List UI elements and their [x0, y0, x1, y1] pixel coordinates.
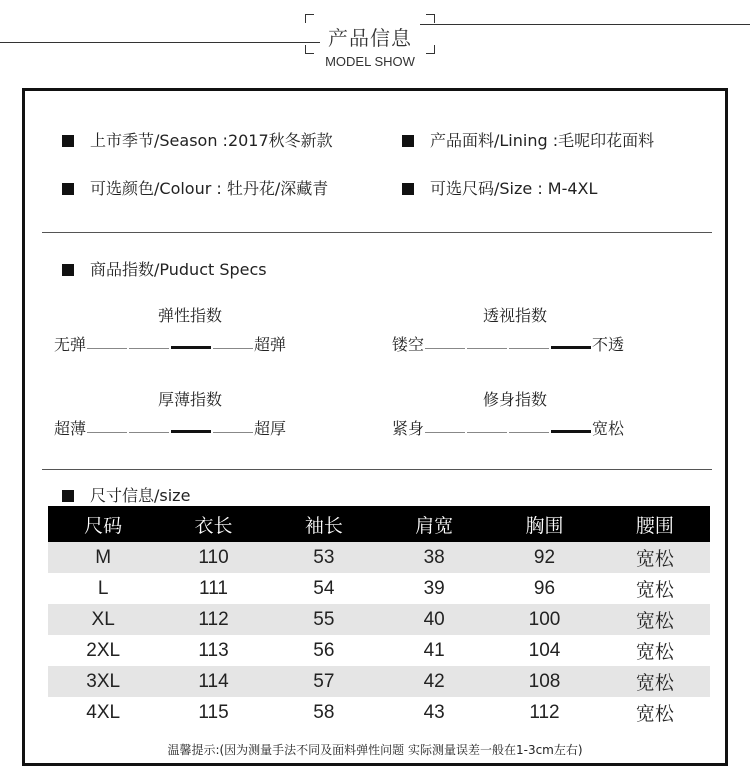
scale-right-label: 宽松: [592, 419, 625, 438]
scale-segment: [467, 432, 507, 433]
scale-segment: [213, 348, 253, 349]
scale-marker: [551, 430, 591, 433]
info-colour: 可选颜色/Colour : 牡丹花/深藏青: [62, 176, 328, 199]
table-cell: 38: [379, 542, 489, 573]
scale-segment: [87, 348, 127, 349]
table-cell: 2XL: [86, 639, 121, 661]
col-header: 胸围: [489, 506, 599, 542]
scale-marker: [171, 346, 211, 349]
scale-segment: [509, 432, 549, 433]
table-cell: 112: [529, 701, 560, 723]
scale-segment: [129, 432, 169, 433]
table-cell: 宽松: [635, 580, 674, 601]
table-cell: 宽松: [600, 542, 710, 573]
table-cell: 110: [158, 542, 268, 573]
table-cell: 宽松: [635, 642, 674, 663]
table-cell: 41: [423, 639, 445, 661]
table-row: [48, 542, 710, 573]
divider: [42, 232, 712, 233]
table-cell: 39: [423, 577, 445, 599]
divider: [42, 469, 712, 470]
scale-bar: [424, 418, 592, 437]
table-cell: XL: [48, 604, 158, 635]
header-title-box: [305, 14, 435, 54]
scale-segment: [425, 348, 465, 349]
table-cell: 113: [198, 639, 229, 661]
scale-left-label: 镂空: [392, 335, 425, 354]
size-table-header: [48, 506, 710, 542]
bullet-square-icon: [62, 264, 74, 276]
table-row: [48, 573, 710, 604]
scale-title: 修身指数: [482, 390, 547, 409]
scale-bar: [86, 334, 254, 353]
scale-segment: [509, 348, 549, 349]
table-cell: 54: [313, 577, 335, 599]
table-cell: 104: [528, 639, 561, 661]
scale-thickness: [54, 416, 286, 439]
table-cell: 57: [269, 666, 379, 697]
scale-title: 透视指数: [482, 306, 547, 325]
bullet-square-icon: [62, 135, 74, 147]
specs-title: 商品指数/Puduct Specs: [62, 257, 267, 280]
table-cell: 96: [533, 577, 556, 599]
header-title: 产品信息: [328, 26, 412, 50]
bullet-square-icon: [62, 183, 74, 195]
table-cell: 3XL: [48, 666, 158, 697]
info-lining: 产品面料/Lining :毛呢印花面料: [402, 128, 654, 151]
table-cell: 55: [269, 604, 379, 635]
table-cell: 42: [379, 666, 489, 697]
measurement-note: 温馨提示:(因为测量手法不同及面料弹性问题 实际测量误差一般在1-3cm左右): [167, 743, 583, 757]
table-cell: 108: [489, 666, 599, 697]
table-cell: 43: [423, 701, 445, 723]
table-cell: 宽松: [600, 604, 710, 635]
header-subtitle: MODEL SHOW: [325, 54, 415, 69]
scale-segment: [467, 348, 507, 349]
scale-marker: [551, 346, 591, 349]
table-row: [48, 697, 710, 728]
col-header: 袖长: [269, 506, 379, 542]
table-cell: 宽松: [635, 704, 674, 725]
scale-marker: [171, 430, 211, 433]
bullet-square-icon: [402, 183, 414, 195]
info-size: 可选尺码/Size : M-4XL: [402, 176, 597, 199]
scale-bar: [424, 334, 592, 353]
scale-bar: [86, 418, 254, 437]
col-header: 衣长: [158, 506, 268, 542]
table-row: [48, 635, 710, 666]
table-cell: 114: [158, 666, 268, 697]
scale-left-label: 超薄: [54, 419, 87, 438]
table-cell: 53: [269, 542, 379, 573]
table-row: [48, 604, 710, 635]
table-cell: 56: [313, 639, 335, 661]
scale-right-label: 超厚: [254, 419, 287, 438]
table-cell: 92: [489, 542, 599, 573]
table-cell: 4XL: [86, 701, 121, 723]
scale-transparency: [392, 332, 624, 355]
table-cell: 115: [198, 701, 229, 723]
size-title: 尺寸信息/size: [62, 483, 190, 506]
scale-right-label: 超弹: [254, 335, 287, 354]
scale-left-label: 紧身: [392, 419, 425, 438]
scale-segment: [129, 348, 169, 349]
table-cell: 111: [199, 577, 228, 599]
scale-left-label: 无弹: [54, 335, 87, 354]
size-table: [48, 506, 710, 728]
table-cell: M: [48, 542, 158, 573]
table-cell: 100: [489, 604, 599, 635]
scale-fit: [392, 416, 624, 439]
scale-elasticity: [54, 332, 286, 355]
header-line-left: [0, 42, 320, 43]
bullet-square-icon: [402, 135, 414, 147]
table-cell: 宽松: [600, 666, 710, 697]
scale-segment: [213, 432, 253, 433]
bullet-square-icon: [62, 490, 74, 502]
table-cell: 112: [158, 604, 268, 635]
table-row: [48, 666, 710, 697]
info-season: 上市季节/Season :2017秋冬新款: [62, 128, 333, 151]
header-line-right: [420, 24, 750, 25]
col-header: 尺码: [48, 506, 158, 542]
scale-title: 弹性指数: [157, 306, 222, 325]
table-cell: 58: [313, 701, 335, 723]
scale-segment: [87, 432, 127, 433]
scale-segment: [425, 432, 465, 433]
scale-right-label: 不透: [592, 335, 625, 354]
col-header: 肩宽: [379, 506, 489, 542]
table-cell: 40: [379, 604, 489, 635]
scale-title: 厚薄指数: [157, 390, 222, 409]
table-cell: L: [97, 577, 109, 599]
col-header: 腰围: [600, 506, 710, 542]
